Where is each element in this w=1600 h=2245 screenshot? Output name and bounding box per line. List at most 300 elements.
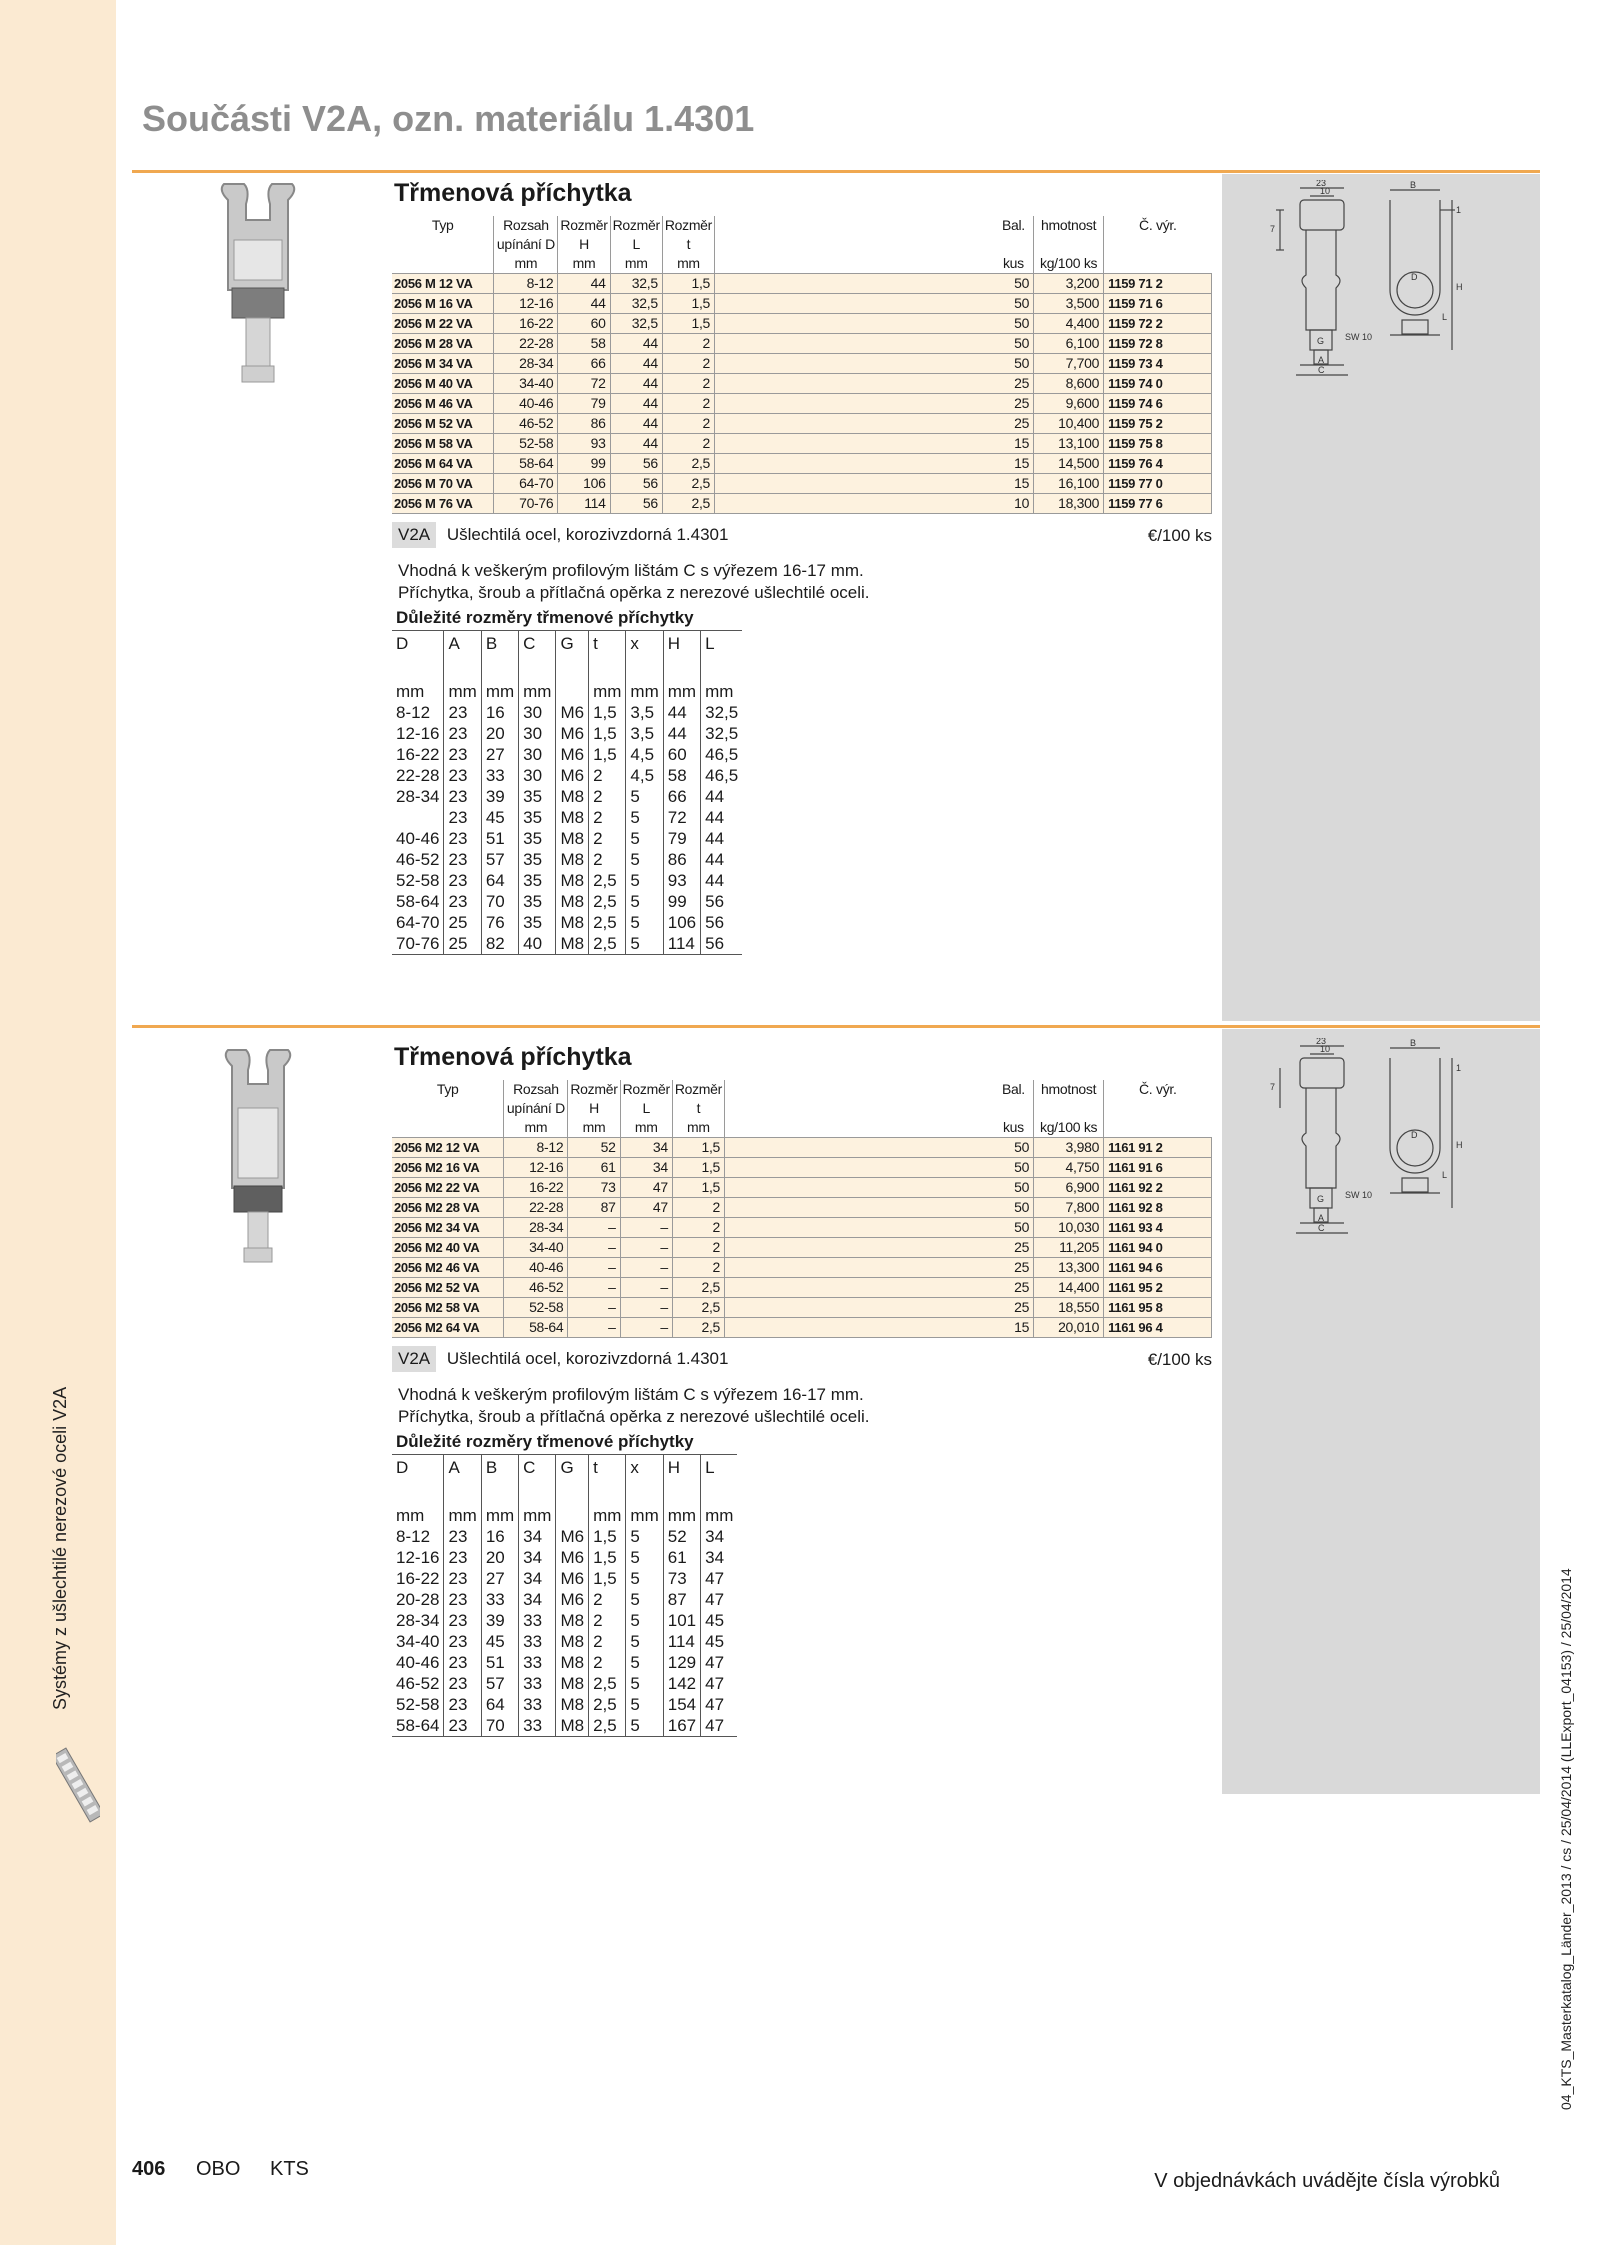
cell-hm: 3,980 [1034, 1138, 1104, 1158]
dims-unit: mm [519, 1505, 556, 1526]
cell-d: 22-28 [504, 1198, 568, 1218]
dim-label: 10 [1320, 1044, 1331, 1054]
cell-bal: 50 [994, 314, 1034, 334]
dims-cell: 2,5 [589, 933, 626, 955]
cable-tray-icon [56, 1745, 100, 1825]
dim-label: L [1442, 1170, 1448, 1180]
dims-cell: 52-58 [396, 871, 440, 890]
dims-cell: 1,5 [589, 723, 626, 744]
dims-cell: 2,5 [589, 1694, 626, 1715]
dim-label: 10 [1320, 186, 1331, 196]
cell-h: – [568, 1318, 620, 1338]
dims-cell: 5 [626, 1652, 663, 1673]
dims-cell: 23 [444, 807, 481, 828]
cell-t: 2,5 [672, 1298, 724, 1318]
price-unit: €/100 ks [1147, 526, 1212, 545]
cell-hm: 7,800 [1034, 1198, 1104, 1218]
dims-row [392, 744, 742, 765]
cell-hm: 4,750 [1034, 1158, 1104, 1178]
cell-h: 93 [558, 434, 610, 454]
dims-cell: M8 [556, 1673, 589, 1694]
table-row [392, 474, 1212, 494]
dims-row [392, 1547, 737, 1568]
cell-typ: 2056 M 52 VA [392, 414, 494, 434]
cell-l: 44 [610, 354, 662, 374]
cell-hm: 18,300 [1034, 494, 1104, 514]
cell-hm: 3,500 [1034, 294, 1104, 314]
dims-cell: 2 [589, 828, 626, 849]
dims-cell: 46-52 [396, 1674, 440, 1693]
dims-cell: 47 [701, 1715, 738, 1737]
cell-hm: 11,205 [1034, 1238, 1104, 1258]
cell-typ: 2056 M2 46 VA [392, 1258, 504, 1278]
cell-l: 44 [610, 374, 662, 394]
dims-cell: 2 [589, 1610, 626, 1631]
cell-hm: 6,900 [1034, 1178, 1104, 1198]
table-row [392, 354, 1212, 374]
cell-spacer [715, 334, 994, 354]
dims-row [392, 1715, 737, 1737]
dim-label: 1 [1456, 1063, 1462, 1073]
dims-unit: mm [663, 1505, 700, 1526]
cell-spacer [725, 1198, 994, 1218]
dims-cell: 33 [519, 1631, 556, 1652]
material-row [392, 1346, 1212, 1376]
dims-cell: 1,5 [589, 702, 626, 723]
dims-cell: 34 [519, 1589, 556, 1610]
dims-cell: 8-12 [396, 703, 431, 722]
dims-unit: mm [589, 681, 626, 702]
dims-cell: 129 [663, 1652, 700, 1673]
dims-unit: mm [626, 1505, 663, 1526]
table-row [392, 414, 1212, 434]
cell-bal: 50 [994, 1218, 1034, 1238]
cell-t: 2,5 [672, 1278, 724, 1298]
dims-cell: 34-40 [396, 1632, 440, 1651]
dims-cell: 64 [481, 870, 518, 891]
dims-row [392, 765, 742, 786]
dims-cell: 167 [663, 1715, 700, 1737]
dims-cell: 45 [701, 1610, 738, 1631]
dim-label: A [1318, 1213, 1325, 1223]
cell-typ: 2056 M 16 VA [392, 294, 494, 314]
dims-cell: 35 [519, 807, 556, 828]
cell-t: 2 [662, 354, 714, 374]
dims-cell: 23 [444, 1652, 481, 1673]
category: KTS [270, 2158, 309, 2180]
dims-cell [392, 807, 444, 828]
cell-typ: 2056 M2 64 VA [392, 1318, 504, 1338]
cell-spacer [725, 1238, 994, 1258]
col-header-h: Rozměr H [568, 1080, 620, 1118]
cell-l: – [620, 1238, 672, 1258]
cell-typ: 2056 M 58 VA [392, 434, 494, 454]
dims-cell: 72 [663, 807, 700, 828]
dims-cell: 23 [444, 1715, 481, 1737]
cell-bal: 50 [994, 1178, 1034, 1198]
cell-spacer [715, 394, 994, 414]
dims-cell: M6 [556, 702, 589, 723]
dims-cell: 44 [701, 870, 743, 891]
footer-note: V objednávkách uvádějte čísla výrobků [1154, 2170, 1500, 2192]
page-title: Součásti V2A, ozn. materiálu 1.4301 [142, 98, 755, 139]
cell-l: – [620, 1318, 672, 1338]
cell-typ: 2056 M2 22 VA [392, 1178, 504, 1198]
cell-d: 28-34 [494, 354, 558, 374]
dims-cell: 154 [663, 1694, 700, 1715]
cell-l: 44 [610, 434, 662, 454]
description [398, 1384, 1212, 1428]
dim-label: 1 [1456, 205, 1462, 215]
cell-art: 1161 91 2 [1104, 1138, 1212, 1158]
dims-cell: 23 [444, 1547, 481, 1568]
dims-cell: 45 [481, 807, 518, 828]
unit: mm [494, 254, 558, 274]
dims-cell: 5 [626, 1631, 663, 1652]
dims-cell: 30 [519, 702, 556, 723]
table-row [392, 394, 1212, 414]
cell-t: 2 [662, 414, 714, 434]
dims-cell: M6 [556, 765, 589, 786]
dims-cell: 70-76 [392, 933, 444, 955]
dims-cell: 2 [589, 765, 626, 786]
cell-spacer [715, 274, 994, 294]
dims-unit: mm [396, 682, 425, 701]
cell-l: 32,5 [610, 314, 662, 334]
cell-d: 52-58 [494, 434, 558, 454]
dims-cell: 28-34 [396, 787, 440, 806]
dims-cell: M8 [556, 786, 589, 807]
dims-cell: 23 [444, 828, 481, 849]
cell-typ: 2056 M2 16 VA [392, 1158, 504, 1178]
dims-cell: 30 [519, 765, 556, 786]
cell-art: 1161 95 8 [1104, 1298, 1212, 1318]
dims-cell: M8 [556, 1715, 589, 1737]
dims-header: x [626, 1455, 663, 1506]
dims-unit: mm [481, 1505, 518, 1526]
cell-h: 86 [558, 414, 610, 434]
dims-cell: 1,5 [589, 744, 626, 765]
cell-hm: 6,100 [1034, 334, 1104, 354]
dims-cell: 23 [444, 1694, 481, 1715]
dims-cell: 16 [481, 1526, 518, 1547]
dims-cell: 46,5 [701, 765, 743, 786]
cell-d: 22-28 [494, 334, 558, 354]
cell-t: 1,5 [662, 274, 714, 294]
dims-cell: M6 [556, 723, 589, 744]
cell-bal: 50 [994, 334, 1034, 354]
dims-unit: mm [519, 681, 556, 702]
dims-cell: 5 [626, 1610, 663, 1631]
dims-row [392, 1694, 737, 1715]
cell-h: 61 [568, 1158, 620, 1178]
cell-d: 16-22 [494, 314, 558, 334]
cell-art: 1159 74 0 [1104, 374, 1212, 394]
dims-cell: 64-70 [396, 913, 440, 932]
catalog-code: 04_KTS_Masterkatalog_Länder_2013 / cs / 25/04/2014 (LLExport_04153) / 25/04/2014 [1558, 1568, 1574, 2110]
cell-bal: 15 [994, 474, 1034, 494]
dims-header: B [481, 631, 518, 682]
cell-spacer [725, 1178, 994, 1198]
cell-d: 40-46 [504, 1258, 568, 1278]
col-header-typ: Typ [392, 1080, 504, 1118]
cell-h: 114 [558, 494, 610, 514]
dim-label: L [1442, 312, 1448, 322]
dims-unit [556, 681, 589, 702]
dims-cell: 70 [481, 891, 518, 912]
dim-label: D [1411, 1130, 1418, 1140]
dims-cell: 44 [663, 723, 700, 744]
cell-spacer [715, 494, 994, 514]
cell-art: 1159 72 8 [1104, 334, 1212, 354]
dims-unit: mm [626, 681, 663, 702]
dims-cell: 30 [519, 744, 556, 765]
dims-cell: M8 [556, 849, 589, 870]
dims-cell: 5 [626, 912, 663, 933]
dims-cell: M8 [556, 1694, 589, 1715]
cell-typ: 2056 M 22 VA [392, 314, 494, 334]
dims-table [392, 1454, 737, 1737]
dims-cell: 23 [444, 1631, 481, 1652]
cell-l: 34 [620, 1138, 672, 1158]
cell-t: 2 [662, 434, 714, 454]
cell-art: 1159 75 8 [1104, 434, 1212, 454]
dim-label: SW 10 [1345, 332, 1373, 342]
dims-cell: 12-16 [396, 1548, 440, 1567]
cell-d: 64-70 [494, 474, 558, 494]
dims-cell: 5 [626, 807, 663, 828]
cell-l: 56 [610, 494, 662, 514]
dims-cell: 5 [626, 1547, 663, 1568]
dims-unit: mm [701, 1505, 738, 1526]
cell-bal: 50 [994, 1158, 1034, 1178]
dims-unit: mm [663, 681, 700, 702]
col-header-t: Rozměr t [662, 216, 714, 254]
price-unit: €/100 ks [1147, 1350, 1212, 1369]
dims-cell: 51 [481, 828, 518, 849]
dims-cell: 73 [663, 1568, 700, 1589]
cell-art: 1161 95 2 [1104, 1278, 1212, 1298]
dims-title: Důležité rozměry třmenové příchytky [396, 1432, 694, 1451]
cell-art: 1161 94 6 [1104, 1258, 1212, 1278]
dims-cell: 47 [701, 1589, 738, 1610]
cell-bal: 25 [994, 1238, 1034, 1258]
cell-t: 1,5 [662, 314, 714, 334]
cell-art: 1159 72 2 [1104, 314, 1212, 334]
dims-cell: 23 [444, 786, 481, 807]
cell-h: 44 [558, 294, 610, 314]
dims-cell: 33 [519, 1673, 556, 1694]
dims-header: G [556, 1455, 589, 1506]
cell-l: 56 [610, 474, 662, 494]
cell-h: 52 [568, 1138, 620, 1158]
dims-cell: 56 [701, 912, 743, 933]
description [398, 560, 1212, 604]
cell-hm: 7,700 [1034, 354, 1104, 374]
dims-cell: 32,5 [701, 723, 743, 744]
material-row [392, 522, 1212, 552]
dims-cell: 79 [663, 828, 700, 849]
dims-cell: 5 [626, 786, 663, 807]
cell-h: 79 [558, 394, 610, 414]
dims-cell: 5 [626, 1589, 663, 1610]
dims-cell: M8 [556, 1610, 589, 1631]
product-photo [198, 180, 318, 400]
cell-spacer [725, 1298, 994, 1318]
cell-bal: 10 [994, 494, 1034, 514]
cell-hm: 18,550 [1034, 1298, 1104, 1318]
brand: OBO [196, 2158, 241, 2180]
dim-label: D [1411, 272, 1418, 282]
unit: mm [662, 254, 714, 274]
cell-bal: 50 [994, 294, 1034, 314]
cell-h: 106 [558, 474, 610, 494]
cell-hm: 9,600 [1034, 394, 1104, 414]
table-row [392, 334, 1212, 354]
cell-hm: 16,100 [1034, 474, 1104, 494]
cell-l: – [620, 1258, 672, 1278]
dims-cell: 23 [444, 765, 481, 786]
description-line: Vhodná k veškerým profilovým lištám C s výřezem 16-17 mm. [398, 1385, 864, 1404]
cell-art: 1159 75 2 [1104, 414, 1212, 434]
dims-unit: mm [444, 1505, 481, 1526]
dims-cell: 23 [444, 723, 481, 744]
cell-hm: 20,010 [1034, 1318, 1104, 1338]
dims-row [392, 1631, 737, 1652]
dims-header: H [663, 1455, 700, 1506]
dims-cell: 39 [481, 786, 518, 807]
dims-unit: mm [589, 1505, 626, 1526]
cell-art: 1161 96 4 [1104, 1318, 1212, 1338]
dims-cell: 5 [626, 1715, 663, 1737]
dims-row [392, 1568, 737, 1589]
dims-cell: 76 [481, 912, 518, 933]
cell-art: 1161 91 6 [1104, 1158, 1212, 1178]
cell-l: 44 [610, 334, 662, 354]
cell-spacer [725, 1278, 994, 1298]
dims-unit: mm [396, 1506, 425, 1525]
dims-cell: 93 [663, 870, 700, 891]
col-header-rozsah: Rozsah upínání D [504, 1080, 568, 1118]
cell-spacer [715, 354, 994, 374]
dims-cell: M6 [556, 1568, 589, 1589]
cell-h: 58 [558, 334, 610, 354]
cell-h: 99 [558, 454, 610, 474]
dims-cell: 27 [481, 1568, 518, 1589]
cell-typ: 2056 M 28 VA [392, 334, 494, 354]
dim-label: G [1317, 336, 1325, 346]
dims-cell: 86 [663, 849, 700, 870]
dimension-drawing [1240, 180, 1470, 395]
table-row [392, 1318, 1212, 1338]
material-tag: V2A [392, 1346, 436, 1372]
dims-cell: 5 [626, 933, 663, 955]
dims-cell: 27 [481, 744, 518, 765]
cell-t: 2,5 [662, 474, 714, 494]
dims-cell: 23 [444, 1673, 481, 1694]
unit: mm [568, 1118, 620, 1138]
dims-row [392, 849, 742, 870]
dims-cell: 5 [626, 1694, 663, 1715]
col-header-t: Rozměr t [672, 1080, 724, 1118]
description-line: Vhodná k veškerým profilovým lištám C s výřezem 16-17 mm. [398, 561, 864, 580]
cell-l: 56 [610, 454, 662, 474]
cell-typ: 2056 M 34 VA [392, 354, 494, 374]
dims-cell: M8 [556, 828, 589, 849]
dims-header: C [519, 1455, 556, 1506]
dims-cell: 35 [519, 891, 556, 912]
cell-typ: 2056 M2 58 VA [392, 1298, 504, 1318]
dims-cell: 2 [589, 849, 626, 870]
cell-l: 44 [610, 414, 662, 434]
cell-t: 1,5 [672, 1138, 724, 1158]
cell-hm: 13,100 [1034, 434, 1104, 454]
cell-art: 1159 77 0 [1104, 474, 1212, 494]
product-photo [198, 1048, 318, 1268]
product-section [392, 176, 1212, 955]
cell-t: 2 [672, 1258, 724, 1278]
dims-header: L [701, 1455, 738, 1506]
dims-cell: 2 [589, 1631, 626, 1652]
dims-cell: 20-28 [396, 1590, 440, 1609]
cell-h: – [568, 1218, 620, 1238]
cell-t: 2 [672, 1238, 724, 1258]
cell-d: 58-64 [494, 454, 558, 474]
dims-cell: 44 [701, 786, 743, 807]
dims-cell: 33 [481, 1589, 518, 1610]
cell-hm: 8,600 [1034, 374, 1104, 394]
cell-d: 12-16 [504, 1158, 568, 1178]
unit: mm [672, 1118, 724, 1138]
cell-h: 60 [558, 314, 610, 334]
cell-typ: 2056 M2 28 VA [392, 1198, 504, 1218]
table-row [392, 314, 1212, 334]
dims-row [392, 1652, 737, 1673]
dims-cell: 28-34 [396, 1611, 440, 1630]
section-divider [132, 1025, 1540, 1028]
col-header-rozsah: Rozsah upínání D [494, 216, 558, 254]
dim-label: 7 [1270, 224, 1276, 234]
dims-cell: 3,5 [626, 723, 663, 744]
cell-spacer [715, 474, 994, 494]
dims-cell: M6 [556, 1589, 589, 1610]
dims-cell: 23 [444, 891, 481, 912]
dims-unit: mm [701, 681, 743, 702]
dims-cell: 35 [519, 849, 556, 870]
cell-l: 34 [620, 1158, 672, 1178]
dims-row [392, 786, 742, 807]
dims-cell: 5 [626, 849, 663, 870]
table-row [392, 1138, 1212, 1158]
dims-cell: 1,5 [589, 1547, 626, 1568]
dims-header: H [663, 631, 700, 682]
cell-h: – [568, 1258, 620, 1278]
cell-l: 44 [610, 394, 662, 414]
dims-cell: 35 [519, 912, 556, 933]
section-title: Třmenová příchytka [394, 179, 632, 207]
cell-typ: 2056 M2 12 VA [392, 1138, 504, 1158]
material-text: Ušlechtilá ocel, korozivzdorná 1.4301 [446, 1349, 729, 1368]
dims-cell: 34 [519, 1547, 556, 1568]
cell-hm: 4,400 [1034, 314, 1104, 334]
cell-l: – [620, 1218, 672, 1238]
cell-h: – [568, 1278, 620, 1298]
dims-cell: 35 [519, 828, 556, 849]
cell-l: 47 [620, 1198, 672, 1218]
dims-cell: M6 [556, 1526, 589, 1547]
dims-cell: 2 [589, 807, 626, 828]
dims-cell: 44 [701, 849, 743, 870]
